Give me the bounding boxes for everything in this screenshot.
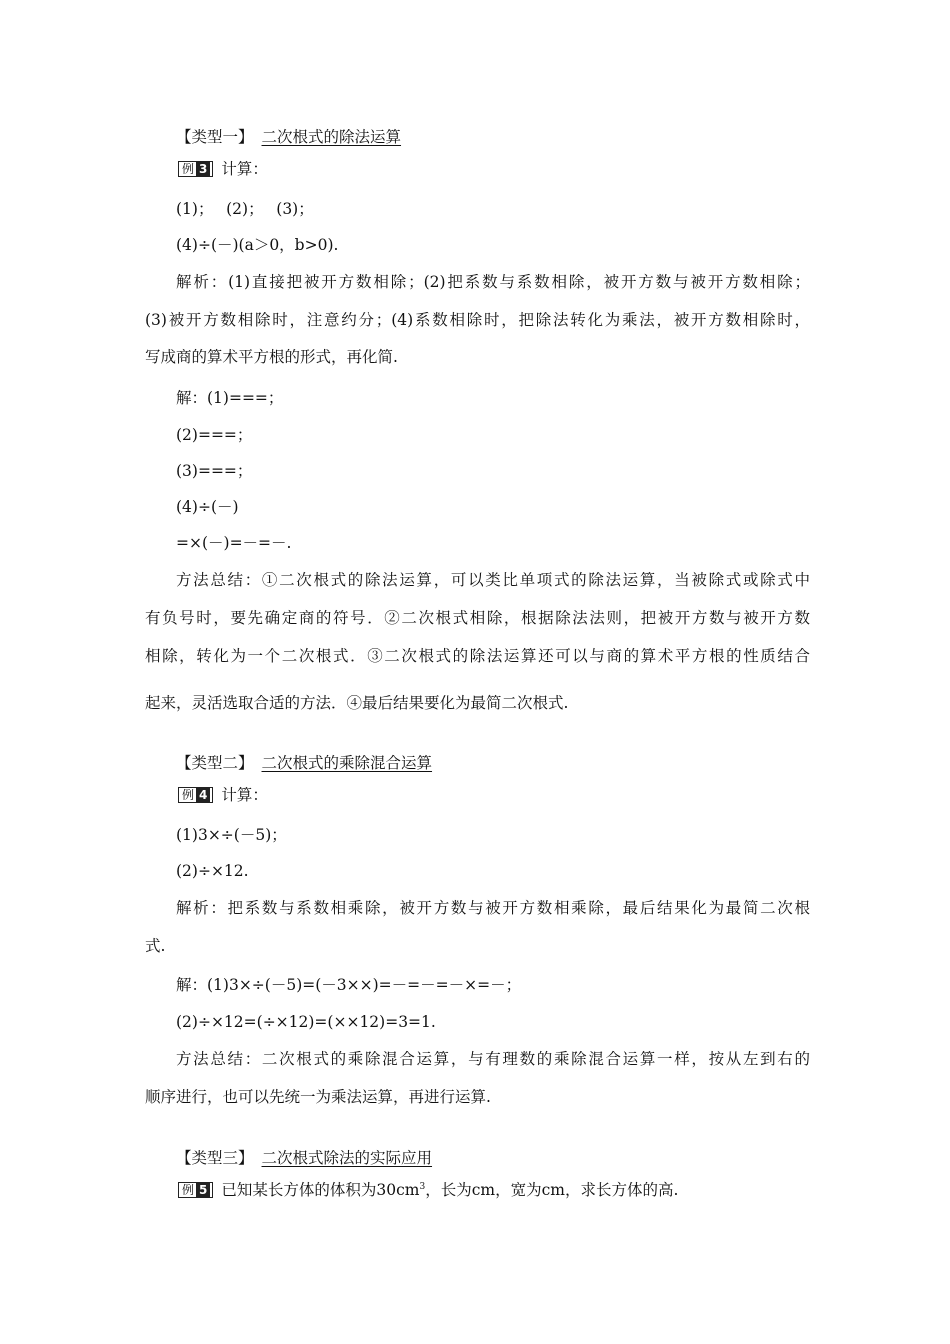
- section-title: 二次根式的除法运算: [261, 128, 402, 146]
- analysis-line: 写成商的算术平方根的形式，再化简.: [145, 348, 398, 366]
- section-title: 二次根式除法的实际应用: [261, 1149, 433, 1167]
- solution-line: (3)===；: [176, 462, 253, 480]
- question-line: (1)； (2)； (3)；: [176, 200, 314, 218]
- question-line: (2)÷×12.: [176, 862, 249, 880]
- example-badge: 例 5: [178, 1182, 213, 1198]
- example-prompt: 计算：: [221, 160, 268, 178]
- analysis-line: 解析：把系数与系数相乘除，被开方数与被开方数相乘除，最后结果化为最简二次根: [176, 899, 810, 917]
- section-label: 【类型二】: [176, 754, 254, 772]
- summary-line: 有负号时，要先确定商的符号．②二次根式相除，根据除法法则，把被开方数与被开方数: [145, 609, 810, 627]
- example-3: [178, 159, 843, 179]
- analysis-line: 式.: [145, 937, 166, 955]
- section-label: 【类型一】: [176, 128, 254, 146]
- summary-line: 方法总结：①二次根式的除法运算，可以类比单项式的除法运算，当被除式或除式中: [176, 571, 810, 589]
- section-heading-type2: [176, 753, 841, 773]
- summary-line: 顺序进行，也可以先统一为乘法运算，再进行运算.: [145, 1088, 491, 1106]
- example-text: ，长为cm，宽为cm，求长方体的高.: [425, 1181, 679, 1199]
- example-badge: 例 4: [178, 787, 213, 803]
- section-heading-type3: [176, 1148, 841, 1168]
- example-5: [178, 1180, 843, 1200]
- example-prompt: 计算：: [221, 786, 268, 804]
- question-line: (4)÷(－)(a＞0，b>0).: [176, 236, 339, 254]
- example-text: 已知某长方体的体积为30cm: [221, 1181, 420, 1199]
- section-title: 二次根式的乘除混合运算: [261, 754, 433, 772]
- solution-line: =×(－)=－=－.: [176, 534, 292, 552]
- example-badge: 例 3: [178, 161, 213, 177]
- analysis-line: 解析：(1)直接把被开方数相除；(2)把系数与系数相除，被开方数与被开方数相除；: [176, 273, 810, 291]
- analysis-line: (3)被开方数相除时，注意约分；(4)系数相除时，把除法转化为乘法，被开方数相除时，: [145, 311, 810, 329]
- superscript: 3: [419, 1181, 426, 1192]
- solution-line: (4)÷(－): [176, 498, 239, 516]
- example-4: [178, 785, 843, 805]
- summary-line: 相除，转化为一个二次根式．③二次根式的除法运算还可以与商的算术平方根的性质结合: [145, 647, 810, 665]
- solution-line: 解：(1)3×÷(－5)=(－3××)=－=－=－×=－；: [176, 976, 522, 994]
- question-line: (1)3×÷(－5)；: [176, 826, 287, 844]
- solution-line: (2)÷×12=(÷×12)=(××12)=3=1.: [176, 1013, 436, 1031]
- summary-line: 起来，灵活选取合适的方法．④最后结果要化为最简二次根式.: [145, 694, 569, 712]
- summary-line: 方法总结：二次根式的乘除混合运算，与有理数的乘除混合运算一样，按从左到右的: [176, 1050, 810, 1068]
- section-heading-type1: [176, 127, 841, 147]
- solution-line: 解：(1)===；: [176, 389, 284, 407]
- solution-line: (2)===；: [176, 426, 253, 444]
- section-label: 【类型三】: [176, 1149, 254, 1167]
